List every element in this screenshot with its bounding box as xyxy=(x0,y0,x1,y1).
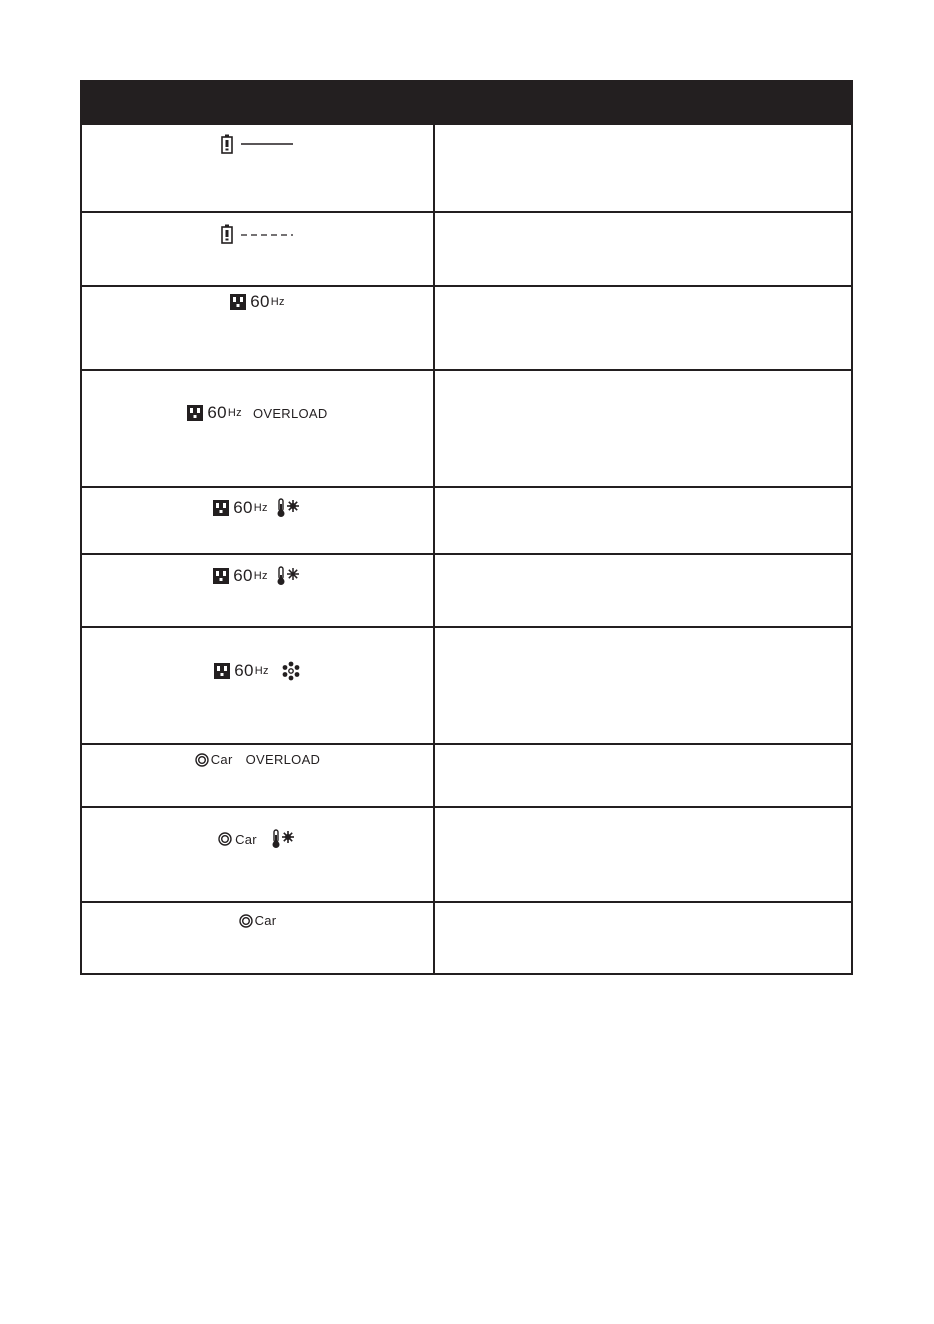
battery-icon xyxy=(221,134,233,154)
fan-icon xyxy=(281,661,301,681)
table-row xyxy=(82,285,851,369)
table-row xyxy=(82,806,851,901)
ac-outlet-icon xyxy=(230,294,246,310)
frequency-unit: Hz xyxy=(254,665,269,677)
high-temperature-icon xyxy=(271,829,297,849)
indicator-cell xyxy=(82,371,435,486)
frequency-value: 60 xyxy=(233,498,253,517)
description-cell xyxy=(435,808,851,901)
frequency-value: 60 xyxy=(207,403,227,422)
indicator-cell xyxy=(82,903,435,973)
frequency-unit: Hz xyxy=(253,502,268,514)
description-cell xyxy=(435,213,851,285)
description-cell xyxy=(435,745,851,806)
frequency-unit: Hz xyxy=(227,407,242,419)
description-cell xyxy=(435,287,851,369)
car-label: Car xyxy=(254,913,277,928)
frequency-unit: Hz xyxy=(270,296,285,308)
indicator-cell xyxy=(82,808,435,901)
high-temperature-icon xyxy=(276,498,302,518)
table-row xyxy=(82,626,851,743)
dashed-line-icon xyxy=(239,224,295,244)
car-port-icon xyxy=(239,914,253,928)
low-temperature-icon xyxy=(276,566,302,586)
indicator-cell xyxy=(82,213,435,285)
solid-line-icon xyxy=(239,134,295,154)
ac-outlet-icon xyxy=(213,568,229,584)
car-label: Car xyxy=(210,752,233,767)
table-row xyxy=(82,553,851,626)
indicator-cell xyxy=(82,555,435,626)
frequency-value: 60 xyxy=(234,661,254,680)
description-cell xyxy=(435,903,851,973)
indicator-cell xyxy=(82,628,435,743)
overload-label: OVERLOAD xyxy=(252,405,328,421)
table-row xyxy=(82,486,851,553)
car-port-icon xyxy=(195,753,209,767)
battery-icon xyxy=(221,224,233,244)
description-cell xyxy=(435,371,851,486)
table-row xyxy=(82,123,851,211)
header-cell-indicator xyxy=(82,82,435,123)
table-row xyxy=(82,743,851,806)
indicator-cell xyxy=(82,287,435,369)
car-port-icon xyxy=(218,832,232,846)
description-cell xyxy=(435,488,851,553)
header-cell-description xyxy=(435,82,851,123)
car-label: Car xyxy=(235,831,257,847)
table-row xyxy=(82,211,851,285)
ac-outlet-icon xyxy=(213,500,229,516)
description-cell xyxy=(435,555,851,626)
frequency-value: 60 xyxy=(233,566,253,585)
overload-label: OVERLOAD xyxy=(245,752,321,767)
ac-outlet-icon xyxy=(187,405,203,421)
description-cell xyxy=(435,628,851,743)
indicator-cell xyxy=(82,125,435,211)
indicator-table xyxy=(80,80,853,975)
ac-outlet-icon xyxy=(214,663,230,679)
description-cell xyxy=(435,125,851,211)
table-row xyxy=(82,369,851,486)
frequency-value: 60 xyxy=(250,292,270,311)
table-row xyxy=(82,901,851,973)
indicator-cell xyxy=(82,745,435,806)
table-header xyxy=(82,82,851,123)
frequency-unit: Hz xyxy=(253,570,268,582)
indicator-cell xyxy=(82,488,435,553)
